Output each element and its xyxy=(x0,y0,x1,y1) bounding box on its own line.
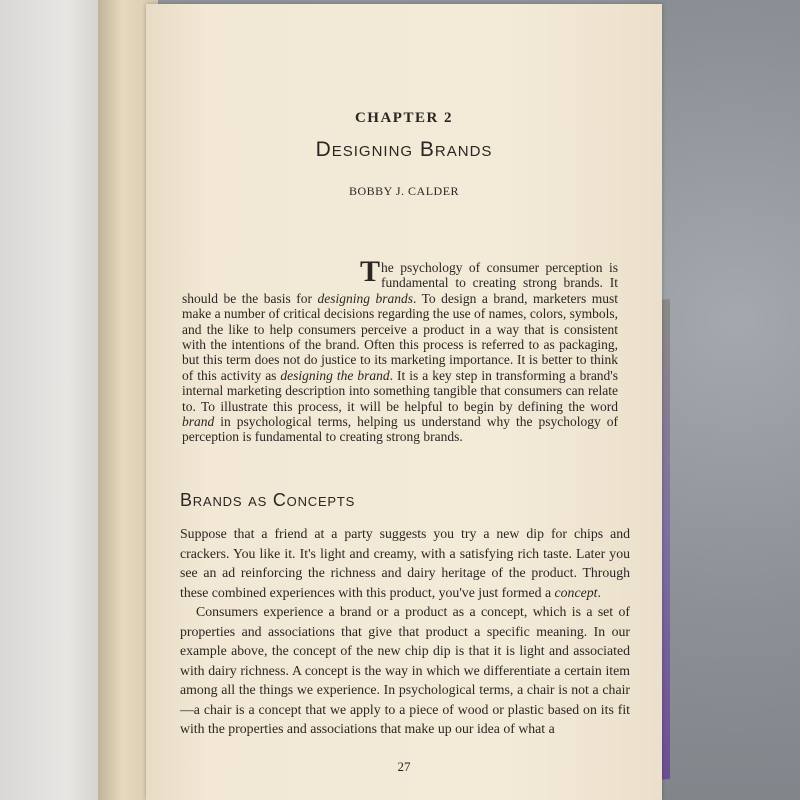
book-page xyxy=(146,4,662,800)
intro-text: . It is a key step in transforming a brand's internal marketing description into something tangible that consumers can relate to. To illustrate this process, it will be helpful to begin by defining the word xyxy=(182,367,618,414)
intro-emphasis: designing brands xyxy=(317,290,413,306)
section-body xyxy=(180,524,630,739)
intro-emphasis: brand xyxy=(182,414,215,430)
chapter-title: Designing Brands xyxy=(315,138,493,161)
paragraph-text: Suppose that a friend at a party suggests you try a new dip for chips and crackers. You like it. It's light and creamy, with a satisfying rich taste. Later you see an ad reinforcing the richness and dairy heritage of the product. Through these combined experiences with this product, you've just formed a xyxy=(180,526,630,600)
section-heading: Brands as Concepts xyxy=(180,490,356,510)
drop-cap: T xyxy=(360,255,381,288)
chapter-author: BOBBY J. CALDER xyxy=(348,184,460,198)
paragraph-emphasis: concept xyxy=(554,584,598,600)
section-paragraph: Consumers experience a brand or a product as a concept, which is a set of properties and associations that give that product a specific meaning. In our example above, the concept of the new chip dip is that it is light and associated with dairy richness. A concept is the way in which we differentiate a certain item among all the things we experience. In psychological terms, a chair is not a chair—a chair is a concept that we apply to a piece of wood or plastic based on its fit with the properties and associations that make up our idea of what a xyxy=(180,604,630,736)
background-surface-left xyxy=(0,0,112,800)
intro-text: . To design a brand, marketers must make a number of critical decisions regarding the use of names, colors, symbols, and the like to help consumers perceive a product in a way that is consistent with the intentions of the brand. Often this process is referred to as packaging, but this term does not do justice to its marketing importance. It is better to think of this activity as xyxy=(182,290,619,383)
chapter-label: CHAPTER 2 xyxy=(354,110,454,126)
paragraph-text: . xyxy=(597,584,601,600)
intro-text: he psychology of consumer perception is fundamental to creating strong brands. It should be the basis for xyxy=(182,260,618,306)
intro-emphasis: designing the brand xyxy=(280,367,390,383)
intro-paragraph xyxy=(182,255,619,445)
intro-text: in psychological terms, helping us understand why the psychology of perception is fundamental to creating strong brands. xyxy=(182,414,618,445)
page-number: 27 xyxy=(397,759,411,774)
section-paragraph xyxy=(180,524,630,602)
